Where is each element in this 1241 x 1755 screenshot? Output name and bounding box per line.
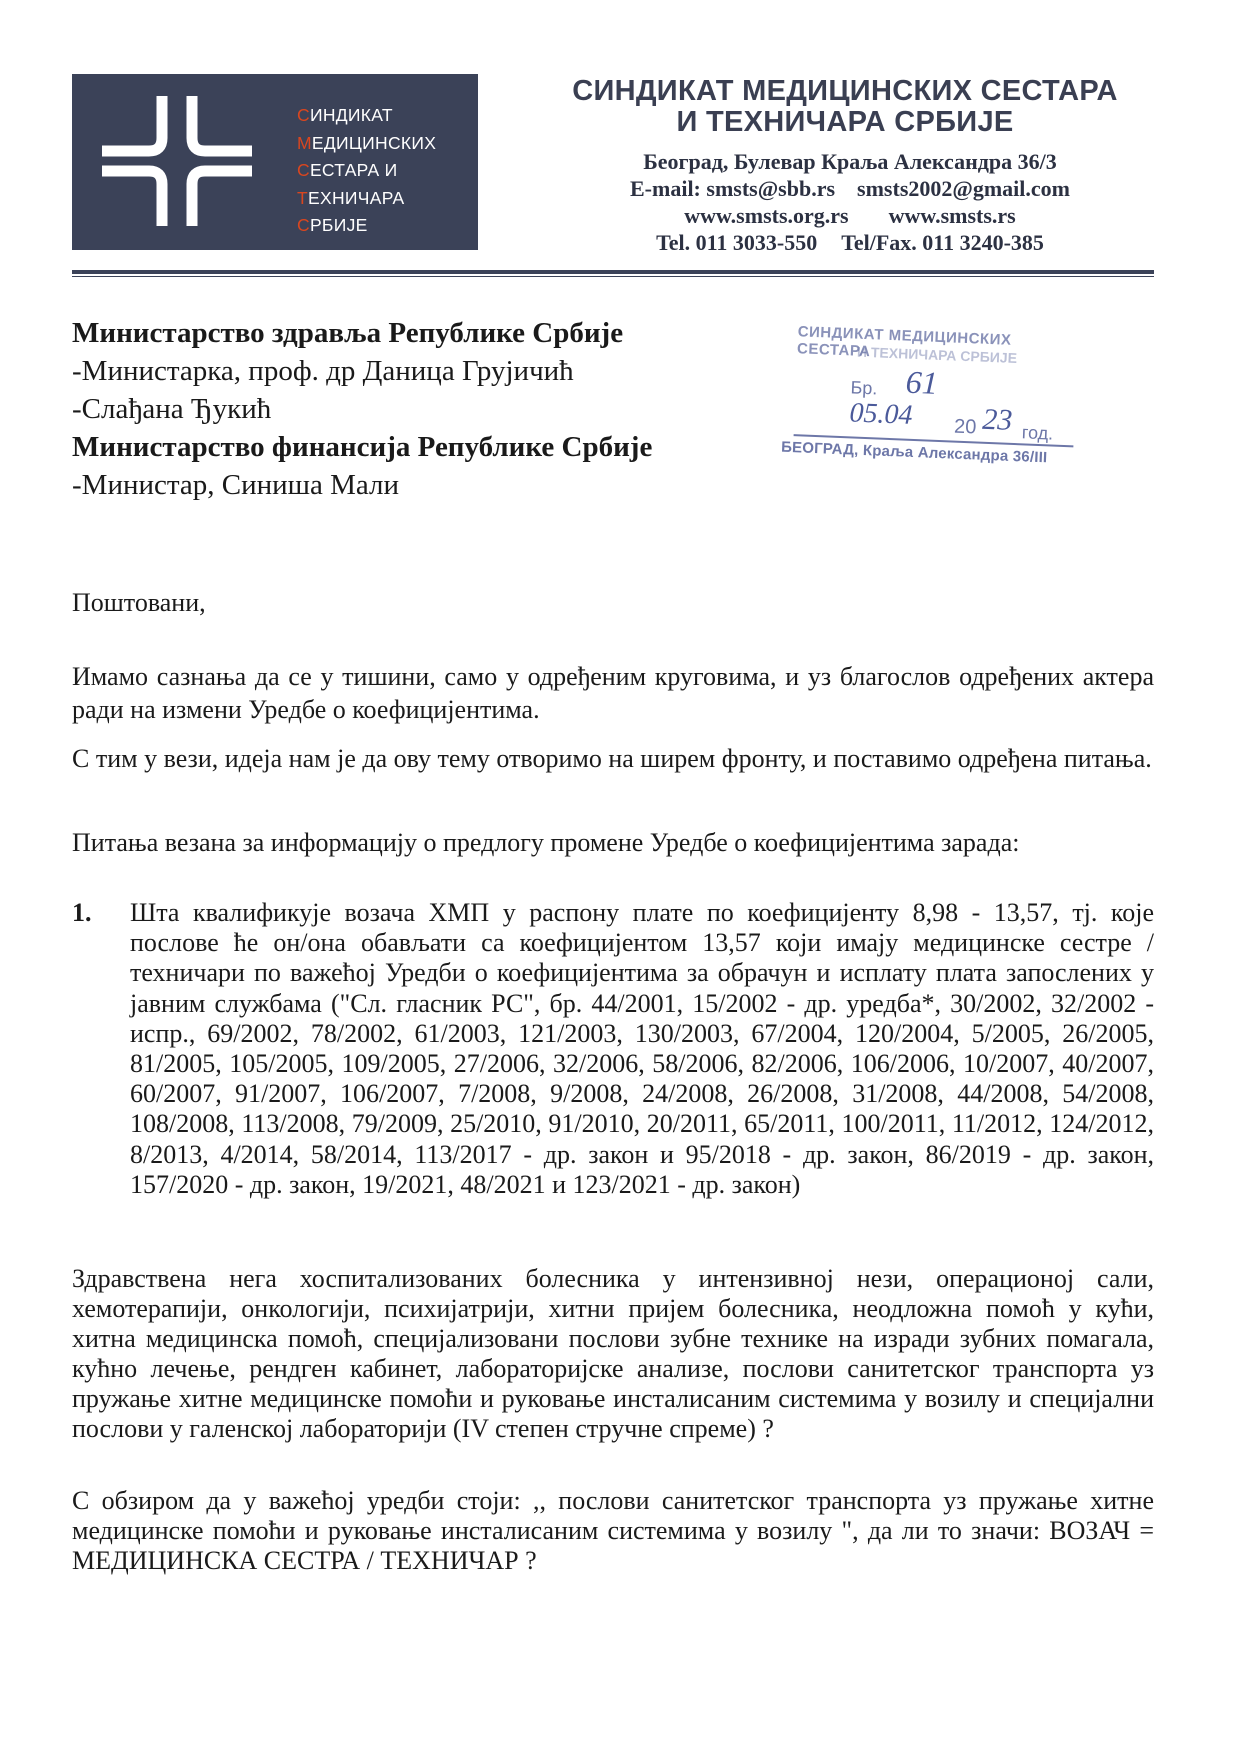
logo-wordmark <box>297 102 436 240</box>
email-secondary[interactable]: smsts2002@gmail.com <box>857 176 1070 201</box>
logo-line: МЕДИЦИНСКИХ <box>297 132 437 153</box>
stamp-date: 05.04 <box>848 397 914 431</box>
paragraph-5: С обзиром да у важећој уредби стоји: ,, послови санитетског транспорта уз пружање хитне медицинске помоћи и руковање инсталисаним системима у возилу ", да ли то значи: ВОЗАЧ = МЕДИЦИНСКА СЕСТРА / ТЕХНИЧАР ? <box>72 1486 1154 1575</box>
paragraph-3: Питања везана за информацију о предлогу промене Уредбе о коефицијентима зарада: <box>72 828 1020 857</box>
logo-line: СЕСТАРА И <box>297 160 398 180</box>
organization-logo <box>72 74 478 250</box>
website-primary[interactable]: www.smsts.org.rs <box>684 203 849 228</box>
paragraph-1: Имамо сазнања да се у тишини, само у одређеним круговима, и уз благослов одређених актера ради на измени Уредбе о коефицијентима. <box>72 662 1154 724</box>
header-divider <box>72 270 1154 274</box>
paragraph-2: С тим у вези, идеја нам је да ову тему отворимо на ширем фронту, и поставимо одређена питања. <box>72 744 1152 773</box>
email-primary[interactable]: E-mail: smsts@sbb.rs <box>630 176 836 201</box>
stamp-address: БЕОГРАД, Краља Александра 36/III <box>780 438 1048 467</box>
logo-cross-icon <box>102 96 252 226</box>
stamp-year-label: год. <box>1021 422 1054 444</box>
registry-stamp <box>752 322 1078 485</box>
recipient-minister-finance: -Министар, Синиша Мали <box>72 469 400 501</box>
greeting: Поштовани, <box>72 588 206 617</box>
logo-line: СИНДИКАТ <box>297 105 393 125</box>
paragraph-4: Здравствена нега хоспитализованих болесника у интензивној нези, операционој сали, хемотерапији, онкологији, психијатрији, хитни пријем болесника, неодложна помоћ у кући, хитна медицинска помоћ, специјализовани послови зубне технике на изради зубних помагала, кућно лечење, рендген кабинет, лабораторијске анализе, послови санитетског транспорта уз пружање хитне медицинске помоћи и руковање инсталисаним системима у возилу и специјални послови у галенској лабораторији (IV степен стручне спреме) ? <box>72 1264 1154 1443</box>
contact-block <box>560 148 1140 256</box>
recipient-ministry-health: Министарство здравља Републике Србије <box>72 317 624 349</box>
stamp-line-2: И ТЕХНИЧАРА СРБИЈЕ <box>856 343 1018 367</box>
telephone: Tel. 011 3033-550 <box>656 230 818 255</box>
stamp-year-prefix: 20 <box>953 415 977 439</box>
header-divider-thin <box>72 276 1154 277</box>
stamp-number-label: Бр. <box>850 377 878 399</box>
stamp-number: 61 <box>905 363 939 401</box>
logo-line: СРБИЈЕ <box>297 215 368 235</box>
question-1-number: 1. <box>72 898 92 927</box>
recipients-block <box>72 314 652 504</box>
website-secondary[interactable]: www.smsts.rs <box>888 203 1016 228</box>
org-name-line-1: СИНДИКАТ МЕДИЦИНСКИХ СЕСТАРА <box>572 75 1118 107</box>
address: Београд, Булевар Краља Александра 36/3 <box>643 149 1057 174</box>
stamp-year-suffix: 23 <box>981 402 1014 437</box>
question-1-text: Шта квалификује возача ХМП у распону плате по коефицијенту 8,98 - 13,57, тј. које послове ће он/она обављати са коефицијентом 13,57 који имају медицинске сестре /техничари по важећој Уредби о коефицијентима за обрачун и исплату плата запослених у јавним службама ("Сл. гласник РС", бр. 44/2001, 15/2002 - др. уредба*, 30/2002, 32/2002 - испр., 69/2002, 78/2002, 61/2003, 121/2003, 130/2003, 67/2004, 120/2004, 5/2005, 26/2005, 81/2005, 105/2005, 109/2005, 27/2006, 32/2006, 58/2006, 82/2006, 106/2006, 10/2007, 40/2007, 60/2007, 91/2007, 106/2007, 7/2008, 9/2008, 24/2008, 26/2008, 31/2008, 44/2008, 54/2008, 108/2008, 113/2008, 79/2009, 25/2010, 91/2010, 20/2011, 65/2011, 100/2011, 11/2012, 124/2012, 8/2013, 4/2014, 58/2014, 113/2017 - др. закон и 95/2018 - др. закон, 86/2019 - др. закон, 157/2020 - др. закон, 19/2021, 48/2021 и 123/2021 - др. закон) <box>130 898 1154 1199</box>
telefax: Tel/Fax. 011 3240-385 <box>841 230 1044 255</box>
organization-name <box>510 76 1180 138</box>
recipient-minister-health: -Министарка, проф. др Даница Грујичић <box>72 355 574 387</box>
stamp-line-1: СИНДИКАТ МЕДИЦИНСКИХ СЕСТАРА <box>796 323 1012 361</box>
recipient-person: -Слађана Ђукић <box>72 393 272 425</box>
logo-line: ТЕХНИЧАРА <box>297 187 405 208</box>
org-name-line-2: И ТЕХНИЧАРА СРБИЈЕ <box>676 106 1014 138</box>
recipient-ministry-finance: Министарство финансија Републике Србије <box>72 431 653 463</box>
